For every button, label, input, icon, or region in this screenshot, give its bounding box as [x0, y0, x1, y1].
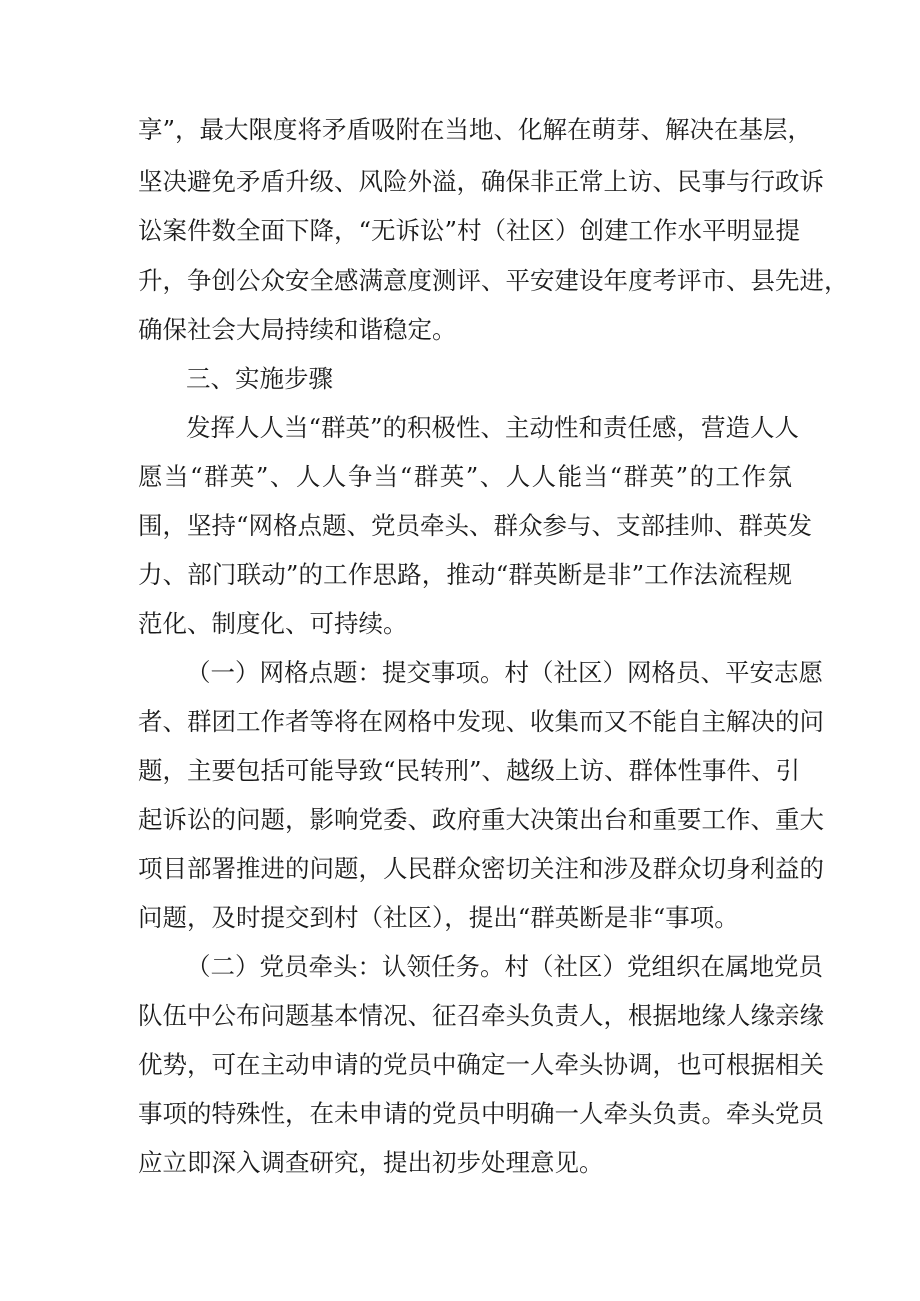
paragraph-line: 发挥人人当“群英”的积极性、主动性和责任感，营造人人: [186, 413, 800, 442]
paragraph-line: 力、部门联动”的工作思路，推动“群英断是非”工作法流程规: [138, 560, 792, 589]
subsection-heading: （一）网格点题：提交事项。村（社区）网格员、平安志愿: [186, 658, 823, 687]
paragraph-line: 围，坚持“网格点题、党员牵头、群众参与、支部挂帅、群英发: [138, 511, 813, 540]
section-heading: 三、实施步骤: [186, 364, 333, 393]
paragraph-line: 讼案件数全面下降，“无诉讼”村（社区）创建工作水平明显提: [138, 216, 801, 245]
paragraph-line: 者、群团工作者等将在网格中发现、收集而又不能自主解决的问: [138, 707, 824, 736]
paragraph-line: 升，争创公众安全感满意度测评、平安建设年度考评市、县先进，: [138, 266, 849, 295]
subsection-heading: （二）党员牵头：认领任务。村（社区）党组织在属地党员: [186, 952, 823, 981]
paragraph-line: 坚决避免矛盾升级、风险外溢，确保非正常上访、民事与行政诉: [138, 167, 824, 196]
paragraph-line: 范化、制度化、可持续。: [138, 609, 408, 638]
paragraph-line: 享”，最大限度将矛盾吸附在当地、化解在萌芽、解决在基层，: [138, 115, 813, 144]
paragraph-line: 事项的特殊性，在未申请的党员中明确一人牵头负责。牵头党员: [138, 1099, 824, 1128]
paragraph-line: 项目部署推进的问题，人民群众密切关注和涉及群众切身利益的: [138, 854, 824, 883]
paragraph-line: 问题，及时提交到村（社区），提出“群英断是非“事项。: [138, 903, 739, 932]
paragraph-line: 确保社会大局持续和谐稳定。: [138, 315, 457, 344]
paragraph-line: 优势，可在主动申请的党员中确定一人牵头协调，也可根据相关: [138, 1050, 824, 1079]
paragraph-line: 队伍中公布问题基本情况、征召牵头负责人，根据地缘人缘亲缘: [138, 1001, 824, 1030]
paragraph-line: 愿当“群英”、人人争当“群英”、人人能当“群英”的工作氛: [138, 462, 792, 491]
paragraph-line: 起诉讼的问题，影响党委、政府重大决策出台和重要工作、重大: [138, 805, 824, 834]
paragraph-line: 题，主要包括可能导致“民转刑”、越级上访、群体性事件、引: [138, 756, 801, 785]
paragraph-line: 应立即深入调查研究，提出初步处理意见。: [138, 1148, 604, 1177]
